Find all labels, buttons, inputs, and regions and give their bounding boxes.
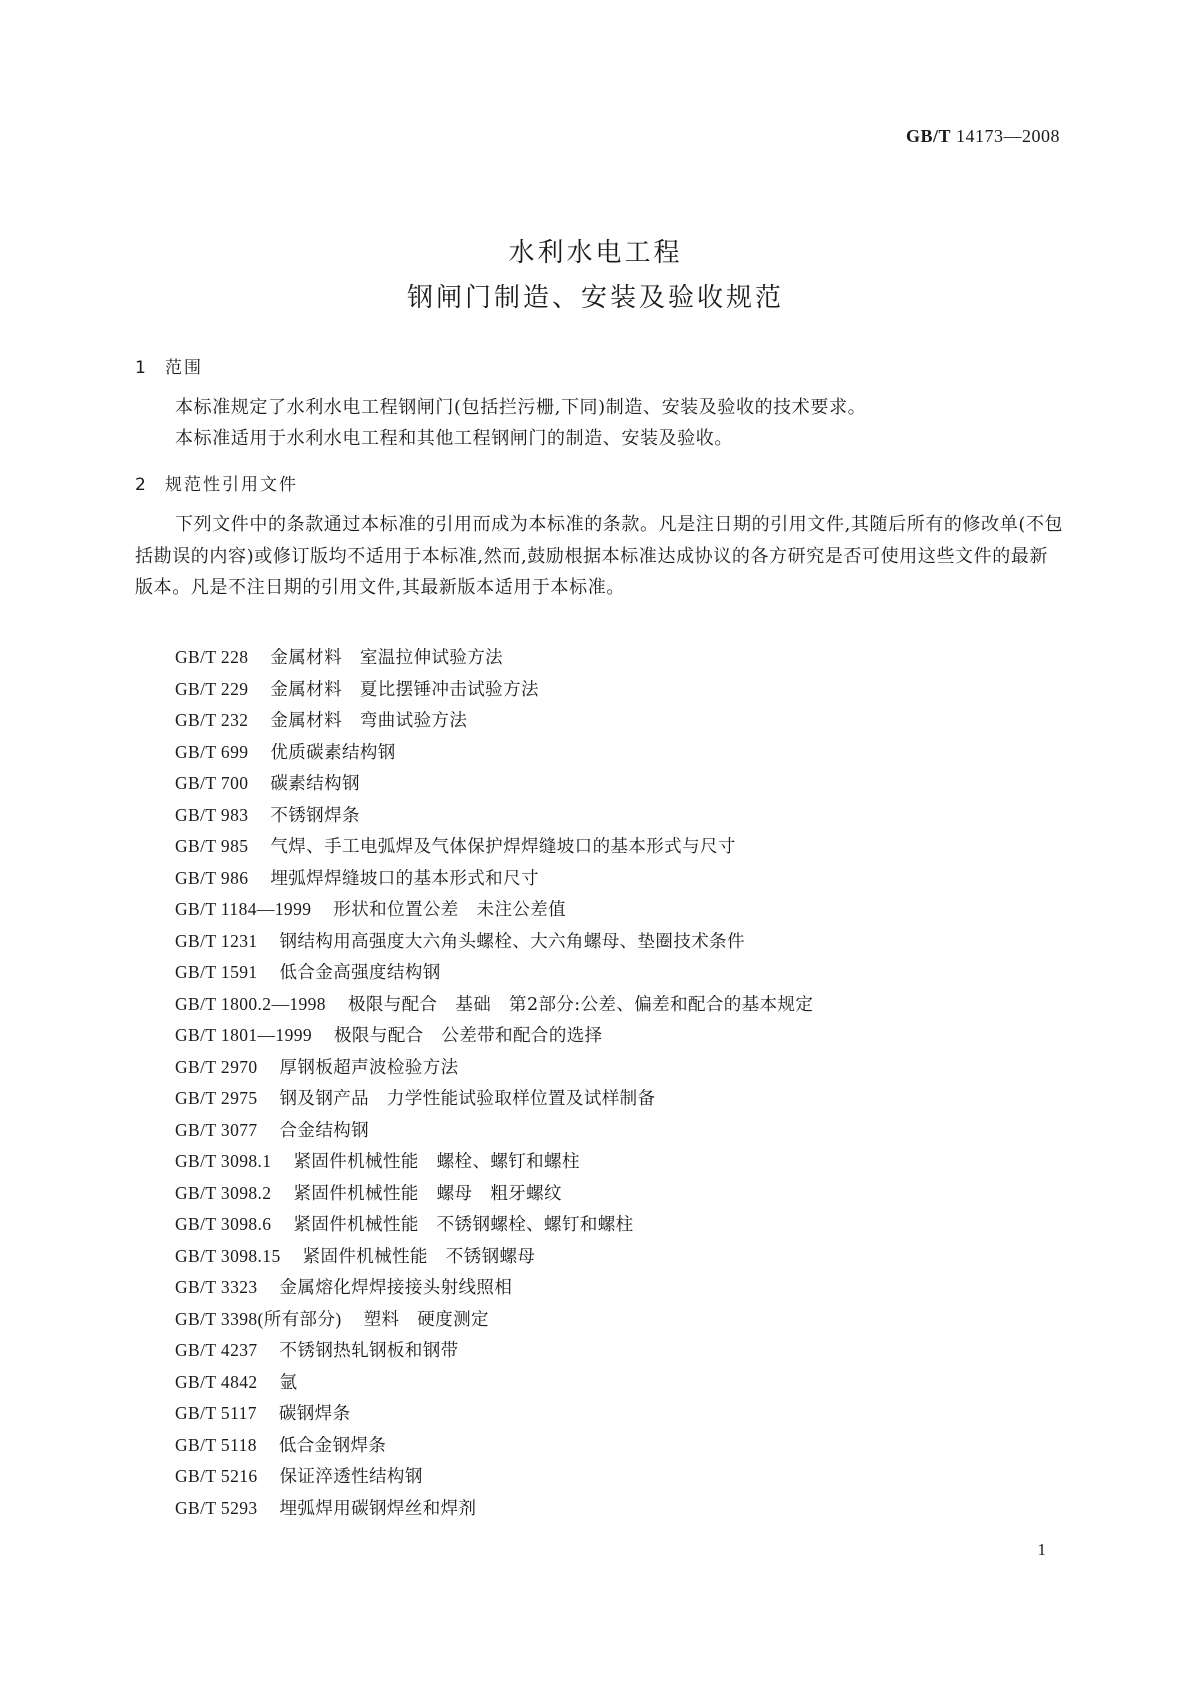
reference-code: GB/T 229 bbox=[175, 678, 249, 699]
reference-item bbox=[175, 1052, 813, 1084]
reference-item bbox=[175, 1241, 813, 1273]
reference-code: GB/T 2970 bbox=[175, 1056, 258, 1077]
reference-title: 钢结构用高强度大六角头螺栓、大六角螺母、垫圈技术条件 bbox=[279, 931, 745, 952]
section-number: 2 bbox=[135, 475, 148, 495]
reference-title: 钢及钢产品 力学性能试验取样位置及试样制备 bbox=[279, 1089, 656, 1109]
reference-code: GB/T 1801—1999 bbox=[175, 1025, 313, 1045]
reference-item bbox=[175, 800, 813, 832]
reference-title: 优质碳素结构钢 bbox=[270, 742, 396, 763]
reference-code: GB/T 983 bbox=[175, 804, 249, 825]
reference-code: GB/T 1184—1999 bbox=[175, 899, 312, 919]
scope-paragraph-2: 本标准适用于水利水电工程和其他工程钢闸门的制造、安装及验收。 bbox=[175, 428, 733, 449]
reference-title: 碳钢焊条 bbox=[278, 1404, 351, 1424]
reference-title: 不锈钢焊条 bbox=[270, 805, 360, 826]
reference-item bbox=[175, 1304, 813, 1336]
reference-item bbox=[175, 1398, 813, 1430]
section-number: 1 bbox=[135, 358, 148, 378]
reference-item bbox=[175, 989, 813, 1021]
reference-title: 极限与配合 基础 第2部分:公差、偏差和配合的基本规定 bbox=[347, 994, 814, 1015]
reference-item bbox=[175, 1083, 813, 1115]
reference-title: 极限与配合 公差带和配合的选择 bbox=[334, 1026, 603, 1046]
page-number: 1 bbox=[1037, 1540, 1046, 1559]
reference-code: GB/T 2975 bbox=[175, 1088, 258, 1108]
reference-item bbox=[175, 642, 813, 674]
reference-code: GB/T 700 bbox=[175, 773, 249, 793]
reference-title: 合金结构钢 bbox=[279, 1120, 370, 1141]
reference-item bbox=[175, 1461, 813, 1493]
reference-title: 金属熔化焊焊接接头射线照相 bbox=[279, 1278, 513, 1298]
reference-item bbox=[175, 831, 813, 863]
reference-code: GB/T 232 bbox=[175, 710, 249, 730]
reference-item bbox=[175, 1430, 813, 1462]
reference-item bbox=[175, 957, 813, 989]
reference-item bbox=[175, 1272, 813, 1304]
reference-code: GB/T 1231 bbox=[175, 930, 258, 951]
reference-item bbox=[175, 926, 813, 958]
reference-code: GB/T 3098.6 bbox=[175, 1214, 272, 1234]
section-title: 规范性引用文件 bbox=[165, 475, 298, 495]
scope-paragraph-1: 本标准规定了水利水电工程钢闸门(包括拦污栅,下同)制造、安装及验收的技术要求。 bbox=[175, 397, 867, 418]
reference-item bbox=[175, 1209, 813, 1241]
reference-item bbox=[175, 1335, 813, 1367]
reference-item bbox=[175, 1115, 813, 1147]
reference-title: 气焊、手工电弧焊及气体保护焊焊缝坡口的基本形式与尺寸 bbox=[270, 837, 736, 857]
reference-item bbox=[175, 705, 813, 737]
reference-code: GB/T 4842 bbox=[175, 1371, 258, 1392]
reference-title: 形状和位置公差 未注公差值 bbox=[333, 900, 567, 920]
reference-title: 塑料 硬度测定 bbox=[363, 1309, 489, 1330]
reference-title: 金属材料 夏比摆锤冲击试验方法 bbox=[270, 679, 539, 700]
reference-title: 紧固件机械性能 螺栓、螺钉和螺柱 bbox=[293, 1152, 580, 1172]
reference-item bbox=[175, 894, 813, 926]
section-heading-scope bbox=[135, 353, 203, 378]
reference-item bbox=[175, 863, 813, 895]
reference-item bbox=[175, 1493, 813, 1525]
reference-code: GB/T 5117 bbox=[175, 1403, 257, 1423]
reference-item bbox=[175, 674, 813, 706]
section-title: 范围 bbox=[165, 358, 203, 378]
standard-code bbox=[906, 126, 1060, 147]
document-title-line1: 水利水电工程 bbox=[508, 238, 683, 268]
reference-item bbox=[175, 1020, 813, 1052]
reference-code: GB/T 3323 bbox=[175, 1277, 258, 1297]
reference-title: 金属材料 弯曲试验方法 bbox=[270, 711, 468, 731]
reference-code: GB/T 3098.1 bbox=[175, 1151, 272, 1171]
reference-item bbox=[175, 1178, 813, 1210]
document-title-line2: 钢闸门制造、安装及验收规范 bbox=[406, 283, 784, 313]
reference-code: GB/T 3398(所有部分) bbox=[175, 1308, 342, 1329]
reference-code: GB/T 1800.2—1998 bbox=[175, 993, 326, 1014]
reference-title: 金属材料 室温拉伸试验方法 bbox=[270, 648, 504, 668]
reference-title: 碳素结构钢 bbox=[270, 774, 360, 794]
reference-code: GB/T 5216 bbox=[175, 1466, 258, 1486]
reference-code: GB/T 3098.2 bbox=[175, 1182, 272, 1203]
reference-item bbox=[175, 1146, 813, 1178]
reference-title: 低合金钢焊条 bbox=[278, 1435, 387, 1456]
reference-title: 厚钢板超声波检验方法 bbox=[279, 1057, 459, 1078]
standard-prefix: GB/T bbox=[905, 126, 951, 146]
reference-title: 不锈钢热轧钢板和钢带 bbox=[279, 1341, 459, 1361]
reference-item bbox=[175, 737, 813, 769]
reference-code: GB/T 228 bbox=[175, 647, 249, 667]
reference-title: 氩 bbox=[279, 1372, 298, 1393]
reference-code: GB/T 3077 bbox=[175, 1119, 258, 1140]
reference-title: 紧固件机械性能 螺母 粗牙螺纹 bbox=[293, 1183, 562, 1204]
reference-code: GB/T 5293 bbox=[175, 1497, 258, 1518]
reference-code: GB/T 4237 bbox=[175, 1340, 258, 1360]
reference-title: 紧固件机械性能 不锈钢螺母 bbox=[302, 1246, 536, 1267]
standard-number: 14173—2008 bbox=[956, 126, 1060, 146]
reference-title: 紧固件机械性能 不锈钢螺栓、螺钉和螺柱 bbox=[293, 1215, 634, 1235]
reference-title: 埋弧焊用碳钢焊丝和焊剂 bbox=[279, 1498, 477, 1519]
reference-title: 低合金高强度结构钢 bbox=[279, 963, 441, 983]
reference-title: 保证淬透性结构钢 bbox=[279, 1467, 423, 1487]
reference-title: 埋弧焊焊缝坡口的基本形式和尺寸 bbox=[270, 868, 539, 889]
reference-code: GB/T 986 bbox=[175, 867, 249, 888]
reference-code: GB/T 1591 bbox=[175, 962, 258, 982]
reference-item bbox=[175, 1367, 813, 1399]
reference-list bbox=[175, 642, 813, 1524]
references-intro-paragraph: 下列文件中的条款通过本标准的引用而成为本标准的条款。凡是注日期的引用文件,其随后所有的修改单(不包括勘误的内容)或修订版均不适用于本标准,然而,鼓励根据本标准达成协议的各方研究是否可使用这些文件的最新版本。凡是不注日期的引用文件,其最新版本适用于本标准。 bbox=[135, 514, 1064, 598]
reference-code: GB/T 699 bbox=[175, 741, 249, 762]
reference-item bbox=[175, 768, 813, 800]
reference-code: GB/T 985 bbox=[175, 836, 249, 856]
reference-code: GB/T 5118 bbox=[175, 1434, 257, 1455]
section-heading-normative-references bbox=[135, 470, 298, 495]
reference-code: GB/T 3098.15 bbox=[175, 1245, 281, 1266]
